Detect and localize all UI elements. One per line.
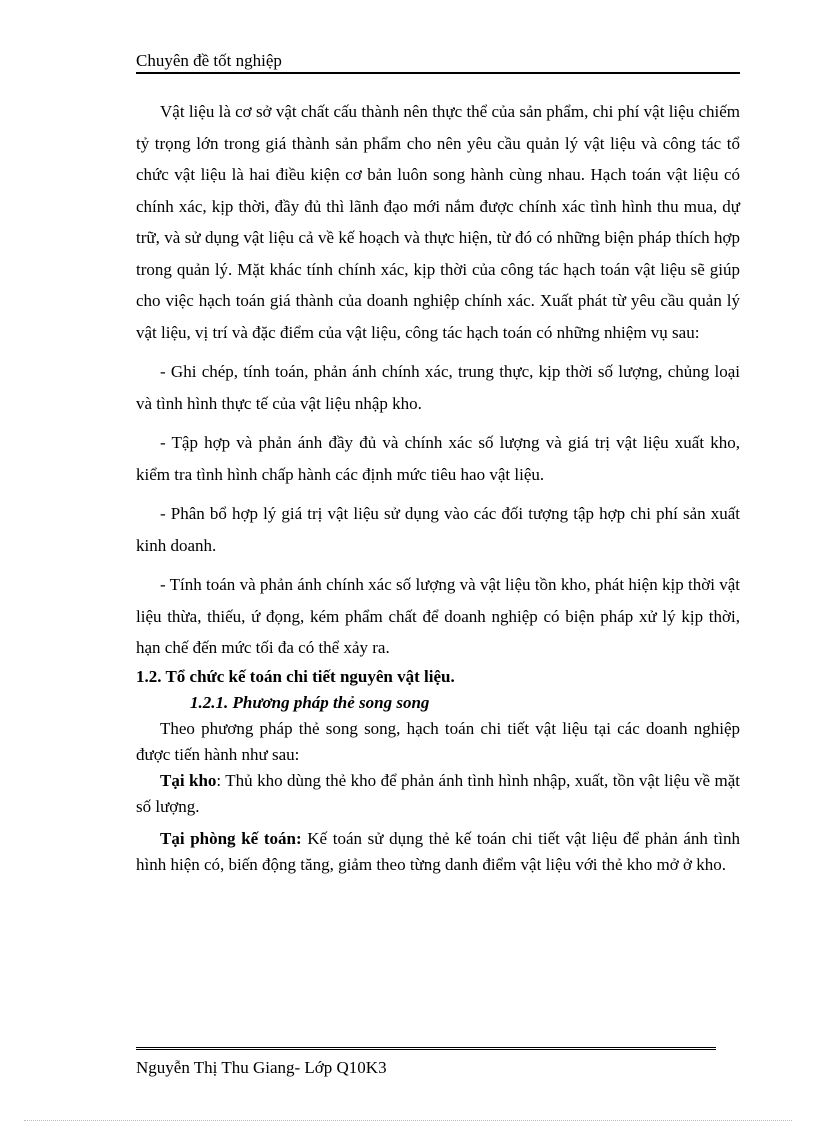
paragraph-intro: Vật liệu là cơ sở vật chất cấu thành nên thực thể của sản phẩm, chi phí vật liệu chiếm tỷ trọng lớn trong giá thành sản phẩm cho nên yêu cầu quản lý vật liệu và công tác tổ chức vật liệu là hai điều kiện cơ bản luôn song hành cùng nhau. Hạch toán vật liệu có chính xác, kịp thời, đầy đủ thì lãnh đạo mới nắm được chính xác tình hình thu mua, dự trữ, và sử dụng vật liệu cả về kế hoạch và thực hiện, từ đó có những biện pháp thích hợp trong quản lý. Mặt khác tính chính xác, kịp thời của công tác hạch toán vật liệu sẽ giúp cho việc hạch toán giá thành của doanh nghiệp chính xác. Xuất phát từ yêu cầu quản lý vật liệu, vị trí và đặc điểm của vật liệu, công tác hạch toán có những nhiệm vụ sau: (136, 102, 740, 342)
warehouse-label: Tại kho (160, 770, 217, 790)
section-heading: 1.2. Tổ chức kế toán chi tiết nguyên vật liệu. (136, 666, 455, 686)
document-body (136, 96, 740, 878)
paragraph-task-4: - Tính toán và phản ánh chính xác số lượng và vật liệu tồn kho, phát hiện kịp thời vật liệu thừa, thiếu, ứ đọng, kém phẩm chất để doanh nghiệp có biện pháp xử lý kịp thời, hạn chế đến mức tối đa có thể xảy ra. (136, 575, 740, 657)
paragraph-task-1: - Ghi chép, tính toán, phản ánh chính xác, trung thực, kịp thời số lượng, chủng loại và tình hình thực tế của vật liệu nhập kho. (136, 362, 740, 413)
paragraph-method: Theo phương pháp thẻ song song, hạch toán chi tiết vật liệu tại các doanh nghiệp được tiến hành như sau: (136, 718, 740, 764)
page-edge-divider (24, 1120, 792, 1121)
footer-author: Nguyễn Thị Thu Giang- Lớp Q10K3 (136, 1058, 387, 1077)
subsection-heading: 1.2.1. Phương pháp thẻ song song (190, 692, 430, 712)
page-footer (136, 1057, 387, 1079)
paragraph-warehouse (136, 768, 740, 820)
paragraph-accounting (136, 826, 740, 878)
paragraph-task-3: - Phân bổ hợp lý giá trị vật liệu sử dụng vào các đối tượng tập hợp chi phí sản xuất kinh doanh. (136, 504, 740, 555)
paragraph-task-2: - Tập hợp và phản ánh đầy đủ và chính xác số lượng và giá trị vật liệu xuất kho, kiểm tra tình hình chấp hành các định mức tiêu hao vật liệu. (136, 433, 740, 484)
accounting-label: Tại phòng kế toán: (160, 828, 302, 848)
warehouse-text: : Thủ kho dùng thẻ kho để phản ánh tình hình nhập, xuất, tồn vật liệu về mặt số lượng. (136, 770, 740, 816)
accounting-text: Kế toán sử dụng thẻ kế toán chi tiết vật liệu để phản ánh tình hình hiện có, biến động tăng, giảm theo từng danh điểm vật liệu với thẻ kho mở ở kho. (136, 828, 740, 874)
page-header (136, 50, 740, 74)
header-title: Chuyên đề tốt nghiệp (136, 51, 282, 70)
footer-rule (136, 1047, 716, 1050)
